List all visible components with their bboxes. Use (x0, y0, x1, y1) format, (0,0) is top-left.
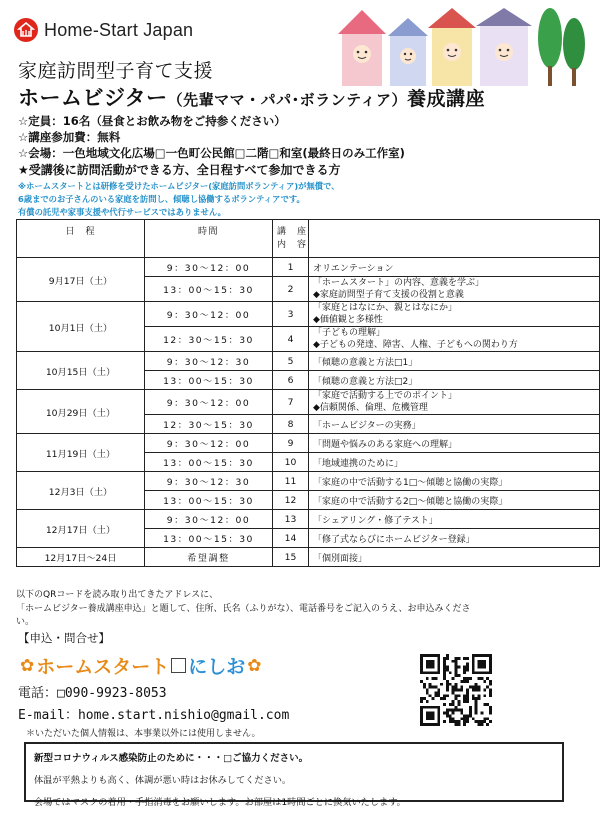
table-cell-num: 3 (273, 302, 309, 327)
title-paren: （先輩ママ・パパ･ボランティア） (167, 91, 407, 109)
schedule-table (16, 219, 600, 567)
covid-line-2: 会場ではマスクの着用・手指消毒をお願いします。お部屋は1時間ごとに換気いたします。 (34, 797, 406, 808)
contact-phone[interactable]: 電話：□090-9923-8053 (18, 686, 167, 701)
content-line: 「子どもの理解」 (313, 328, 386, 338)
table-cell-num: 11 (273, 472, 309, 491)
privacy-note: ＊いただいた個人情報は、本事業以外には使用しません。 (26, 729, 261, 739)
flower-icon: ✿ (247, 655, 262, 676)
header-content-top: 講 座 (277, 227, 308, 237)
table-cell-date: 12月17日～24日 (17, 548, 145, 567)
table-cell-content (309, 327, 600, 352)
table-cell-time: 9：30～12：30 (145, 352, 273, 371)
page-title (18, 82, 485, 112)
table-cell-num: 4 (273, 327, 309, 352)
table-row (17, 258, 600, 277)
instruction-line-2: 「ホームビジター養成講座申込」と題して、住所、氏名（ふりがな）、電話番号をご記入のうえ、お申込みくださ (16, 604, 471, 614)
table-cell-num: 5 (273, 352, 309, 371)
table-cell-date: 9月17日（土） (17, 258, 145, 302)
table-cell-content: 「修了式ならびにホームビジター登録」 (309, 529, 600, 548)
table-cell-date: 10月1日（土） (17, 302, 145, 352)
table-cell-date: 10月15日（土） (17, 352, 145, 390)
table-row (17, 302, 600, 327)
covid-line-1: 体温が平熱よりも高く、体調が悪い時はお休みしてください。 (34, 775, 292, 786)
note-line-2: 6歳までのお子さんのいる家庭を訪問し、傾聴し協働するボランティアです。 (18, 194, 305, 204)
content-line: ◆信頼関係、倫理、危機管理 (313, 403, 428, 413)
content-line: ◆価値観と多様性 (313, 315, 383, 325)
table-cell-num: 12 (273, 491, 309, 510)
table-cell-date: 10月29日（土） (17, 390, 145, 434)
table-cell-time: 12：30～15：30 (145, 327, 273, 352)
table-cell-num: 15 (273, 548, 309, 567)
note-line-1: ※ホームスタートとは研修を受けたホームビジター(家庭訪問ボランティア)が無償で、 (18, 181, 340, 191)
table-cell-content: オリエンテーション (309, 258, 600, 277)
table-row (17, 352, 600, 371)
table-cell-content (309, 277, 600, 302)
table-cell-time: 9：30～12：00 (145, 302, 273, 327)
content-line: ◆家庭訪問型子育て支援の役割と意義 (313, 290, 464, 300)
table-cell-content: 「家庭の中で活動する2□～傾聴と協働の実際」 (309, 491, 600, 510)
page-subtitle: 家庭訪問型子育て支援 (18, 60, 214, 82)
table-cell-content: 「傾聴の意義と方法□2」 (309, 371, 600, 390)
table-cell-date: 12月3日（土） (17, 472, 145, 510)
content-line: 「家庭で活動する上でのポイント」 (313, 391, 458, 401)
header-blank (309, 220, 600, 258)
header-date: 日 程 (17, 220, 145, 258)
home-start-logo (14, 18, 193, 42)
logo-text: Home-Start Japan (44, 19, 194, 40)
contact-heading: 【申込・問合せ】 (18, 631, 110, 645)
table-cell-num: 7 (273, 390, 309, 415)
table-cell-time: 13：00～15：30 (145, 529, 273, 548)
home-start-logo-icon (14, 18, 38, 42)
content-line: 「家庭とはなにか、親とはなにか」 (313, 303, 458, 313)
header-content (273, 220, 309, 258)
table-cell-date: 12月17日（土） (17, 510, 145, 548)
table-cell-content: 「傾聴の意義と方法□1」 (309, 352, 600, 371)
contact-email[interactable]: E-mail：home.start.nishio@gmail.com (18, 708, 290, 723)
note-line-3: 有償の託児や家事支援や代行サービスではありません。 (18, 207, 226, 217)
table-cell-time: 9：30～12：00 (145, 390, 273, 415)
info-requirement: ★受講後に訪問活動ができる方、全日程すべて参加できる方 (18, 163, 341, 177)
qr-code-icon[interactable] (420, 654, 492, 726)
table-cell-content: 「問題や悩みのある家庭への理解」 (309, 434, 600, 453)
table-row (17, 390, 600, 415)
table-cell-time: 13：00～15：30 (145, 453, 273, 472)
table-row (17, 434, 600, 453)
table-cell-num: 10 (273, 453, 309, 472)
content-line: ◆子どもの発達、障害、人権、子どもへの関わり方 (313, 340, 518, 350)
table-cell-content: 「家庭の中で活動する1□～傾聴と協働の実際」 (309, 472, 600, 491)
table-cell-time: 13：00～15：30 (145, 371, 273, 390)
title-main: ホームビジター (18, 85, 168, 110)
table-cell-content: 「個別面接」 (309, 548, 600, 567)
info-venue: ☆会場：一色地域文化広場□一色町公民館□二階□和室(最終日のみ工作室) (18, 146, 405, 160)
table-cell-content: 「地域連携のために」 (309, 453, 600, 472)
instruction-line-1: 以下のQRコードを読み取り出てきたアドレスに、 (16, 590, 219, 600)
separator-box (171, 658, 186, 673)
table-cell-num: 13 (273, 510, 309, 529)
content-line: 「ホームスタート」の内容、意義を学ぶ」 (313, 278, 485, 288)
flower-icon: ✿ (20, 655, 35, 676)
instruction-line-3: い。 (16, 617, 35, 627)
table-cell-time: 9：30～12：00 (145, 258, 273, 277)
info-capacity: ☆定員：16名（昼食とお飲み物をご持参ください） (18, 114, 286, 128)
header-content-bottom: 内 容 (277, 240, 308, 250)
table-cell-time: 9：30～12：00 (145, 434, 273, 453)
org-name-a: ホームスタート (36, 656, 170, 678)
houses-illustration-icon (328, 6, 590, 90)
org-name-b: にしお (188, 656, 246, 678)
table-cell-num: 2 (273, 277, 309, 302)
table-cell-content (309, 302, 600, 327)
table-cell-time: 9：30～12：30 (145, 472, 273, 491)
title-tail: 養成講座 (406, 88, 485, 110)
table-cell-content: 「シェアリング・修了テスト」 (309, 510, 600, 529)
covid-notice-box (24, 742, 564, 808)
table-cell-time: 13：00～15：30 (145, 491, 273, 510)
info-fee: ☆講座参加費：無料 (18, 130, 121, 144)
table-row (17, 472, 600, 491)
covid-title: 新型コロナウィルス感染防止のために・・・□ご協力ください。 (34, 753, 309, 764)
table-cell-time: 9：30～12：00 (145, 510, 273, 529)
table-cell-content: 「ホームビジターの実務」 (309, 415, 600, 434)
table-cell-date: 11月19日（土） (17, 434, 145, 472)
table-cell-num: 6 (273, 371, 309, 390)
table-header-row (17, 220, 600, 258)
table-cell-num: 8 (273, 415, 309, 434)
table-cell-time: 12：30～15：30 (145, 415, 273, 434)
table-cell-num: 9 (273, 434, 309, 453)
table-cell-time: 希望調整 (145, 548, 273, 567)
organization-name (18, 652, 264, 679)
table-row (17, 548, 600, 567)
table-cell-num: 14 (273, 529, 309, 548)
table-cell-time: 13：00～15：30 (145, 277, 273, 302)
table-cell-num: 1 (273, 258, 309, 277)
table-row (17, 510, 600, 529)
header-time: 時間 (145, 220, 273, 258)
table-cell-content (309, 390, 600, 415)
